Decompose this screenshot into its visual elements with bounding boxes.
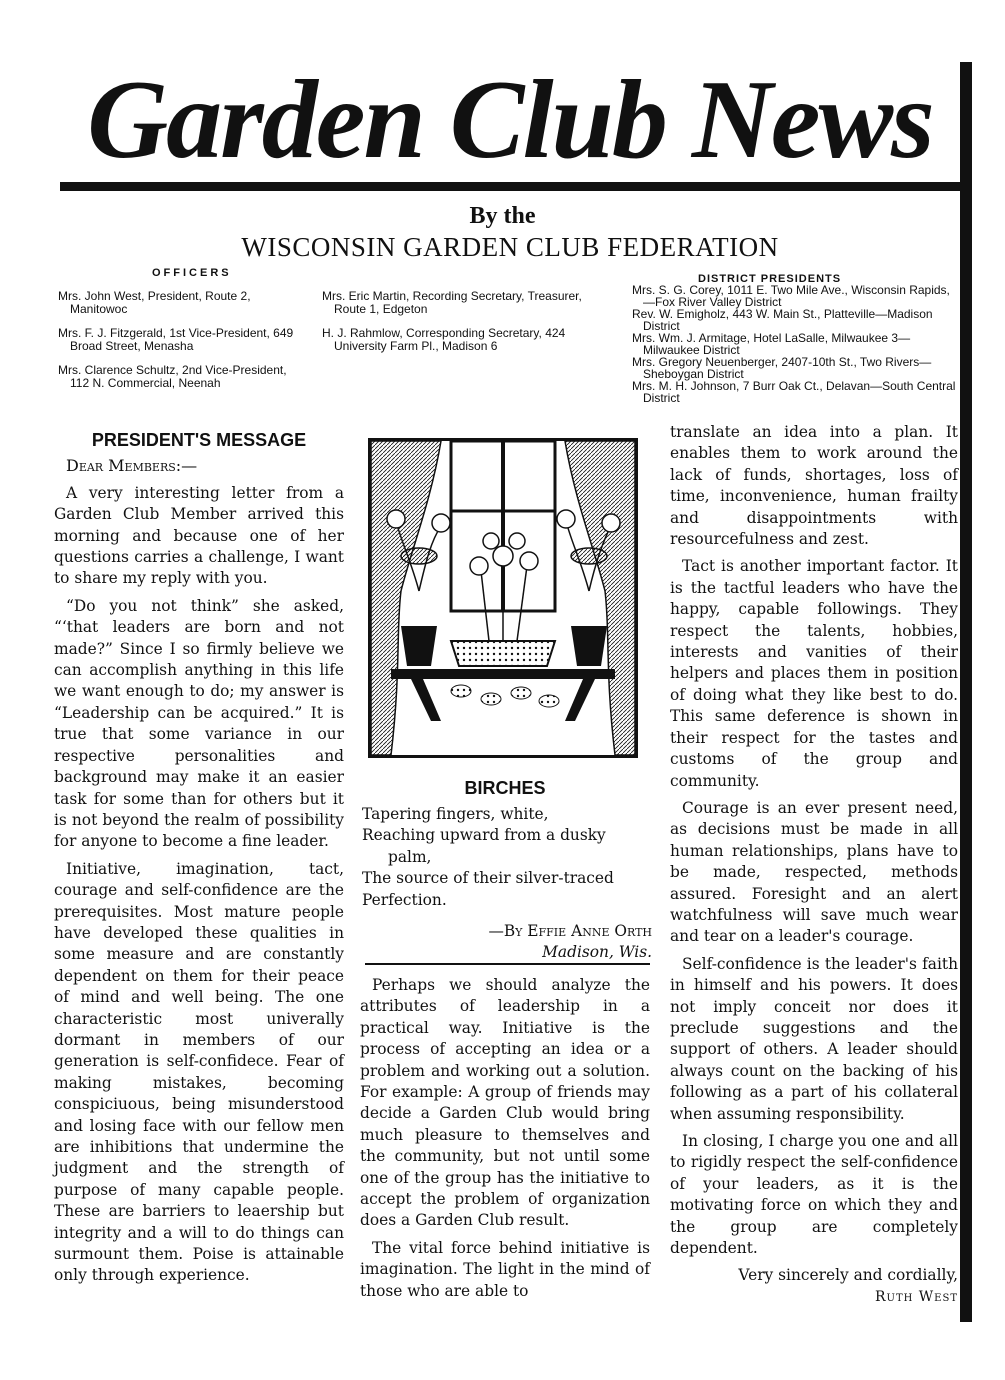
byline: By the bbox=[469, 203, 536, 229]
officer-entry: Mrs. F. J. Fitzgerald, 1st Vice-President, 649 Broad Street, Menasha bbox=[58, 326, 294, 353]
poem-line: Reaching upward from a dusky bbox=[362, 826, 606, 845]
district-entry: Rev. W. Emigholz, 443 W. Main St., Platteville—Madison District bbox=[632, 307, 933, 333]
paragraph: A very interesting letter from a Garden Club Member arrived this morning and because one of her questions carries a challenge, I want to share my reply with you. bbox=[54, 483, 344, 588]
officers-heading: OFFICERS bbox=[152, 267, 232, 279]
paragraph: “Do you not think” she asked, “‘that leaders are born and not made?” Since I so firmly believe we can accomplish anything in this life we want enough to do; my answer is “Leadership can be acquired.” It is true that some variance in our respective personalities and background may make it an easier task for some than for others but it is not beyond the realm of possibility for anyone to become a fine leader. bbox=[54, 596, 344, 851]
poem-divider bbox=[365, 963, 650, 965]
district-entry: Mrs. M. H. Johnson, 7 Burr Oak Ct., Delavan—South Central District bbox=[632, 379, 956, 405]
district-entry: Mrs. Wm. J. Armitage, Hotel LaSalle, Milwaukee 3—Milwaukee District bbox=[632, 331, 911, 357]
message-column-3 bbox=[670, 422, 958, 1308]
masthead-title: Garden Club News bbox=[87, 58, 933, 182]
poem-title: BIRCHES bbox=[464, 778, 546, 798]
poem bbox=[362, 804, 652, 964]
paragraph: Tact is another important factor. It is the tactful leaders who have the happy, capable followings. They respect the talents, hobbies, interests and vanities of their helpers and places them in position of doing what they like best to do. This same deference is shown in their respect for the tastes and customs of the group and community. bbox=[670, 557, 958, 790]
federation-name: WISCONSIN GARDEN CLUB FEDERATION bbox=[241, 232, 779, 262]
window-flowers-illustration bbox=[368, 438, 638, 758]
officers-list-left bbox=[58, 290, 308, 401]
poem-line: Tapering fingers, white, bbox=[362, 805, 549, 823]
masthead bbox=[60, 50, 960, 190]
paragraph: Initiative, imagination, tact, courage and self-confidence are the prerequisites. Most mature people have developed these qualities in some measure and are constantly dependent on them for their peace of mind and well being. The one characteristic most univerally dormant in members of our generation is self-confidece. Fear of making mistakes, becoming conspiciuous, being misunderstood and losing face with our fellow men are inhibitions that undermine the judgment and the strength of purpose of many capable people. These are barriers to leaership but integrity and a will to do things can surmount them. Poise is attainable only through experience. bbox=[54, 859, 344, 1285]
district-entry: Mrs. Gregory Neuenberger, 2407-10th St., Two Rivers—Sheboygan District bbox=[632, 355, 932, 381]
paragraph: translate an idea into a plan. It enables them to work around the lack of funds, shortages, loss of time, inconvenience, human frailty and disappointments with resourcefulness and zest. bbox=[670, 423, 958, 549]
poem-line: The source of their silver-traced bbox=[362, 869, 614, 888]
paragraph: The vital force behind initiative is imagination. The light in the mind of those who are able to bbox=[360, 1238, 650, 1300]
poem-line: Perfection. bbox=[362, 890, 447, 909]
masthead-rule bbox=[60, 182, 960, 191]
district-presidents-list bbox=[632, 285, 958, 405]
district-presidents-heading: DISTRICT PRESIDENTS bbox=[698, 273, 842, 285]
officer-entry: H. J. Rahmlow, Corresponding Secretary, 424 University Farm Pl., Madison 6 bbox=[322, 326, 566, 353]
poem-author: —By Effie Anne Orth bbox=[488, 922, 652, 941]
message-column-2 bbox=[360, 975, 650, 1308]
poem-line: palm, bbox=[388, 847, 432, 866]
paragraph: Self-confidence is the leader's faith in himself and his powers. It does not imply conceit nor does it preclude suggestions and the support of others. A leader should always count on the backing of his following as a part of his collateral when assuming responsibility. bbox=[670, 954, 958, 1123]
officer-entry: Mrs. Eric Martin, Recording Secretary, Treasurer, Route 1, Edgeton bbox=[322, 289, 582, 316]
paragraph: Courage is an ever present need, as decisions must be made in all human relationships, plans have to be made, respected, methods assured. Foresight and an alert watchfulness will save much wear and tear on a leader's courage. bbox=[670, 798, 958, 946]
message-title: PRESIDENT'S MESSAGE bbox=[91, 430, 307, 450]
signature: Ruth West bbox=[874, 1288, 958, 1305]
salutation: Dear Members:— bbox=[66, 456, 198, 476]
message-column-1 bbox=[54, 430, 344, 1293]
paragraph: In closing, I charge you one and all to rigidly respect the self-confidence of your leaders, as it is the motivating force on which they and the group are completely dependent. bbox=[670, 1132, 958, 1258]
closing: Very sincerely and cordially, bbox=[738, 1266, 958, 1285]
paragraph: Perhaps we should analyze the attributes of leadership in a practical way. Initiative is the process of accepting an idea or a problem and working out a solution. For example: A group of friends may decide a Garden Club would bring much pleasure to themselves and the community, but not until some one of the group has the initiative to accept the problem of organization does a Garden Club result. bbox=[360, 976, 650, 1230]
officer-entry: Mrs. John West, President, Route 2, Manitowoc bbox=[58, 289, 251, 316]
district-entry: Mrs. S. G. Corey, 1011 E. Two Mile Ave., Wisconsin Rapids,—Fox River Valley District bbox=[632, 283, 950, 309]
officer-entry: Mrs. Clarence Schultz, 2nd Vice-President, 112 N. Commercial, Neenah bbox=[58, 363, 287, 390]
officers-list-right bbox=[322, 290, 612, 364]
poem-place: Madison, Wis. bbox=[542, 943, 652, 962]
